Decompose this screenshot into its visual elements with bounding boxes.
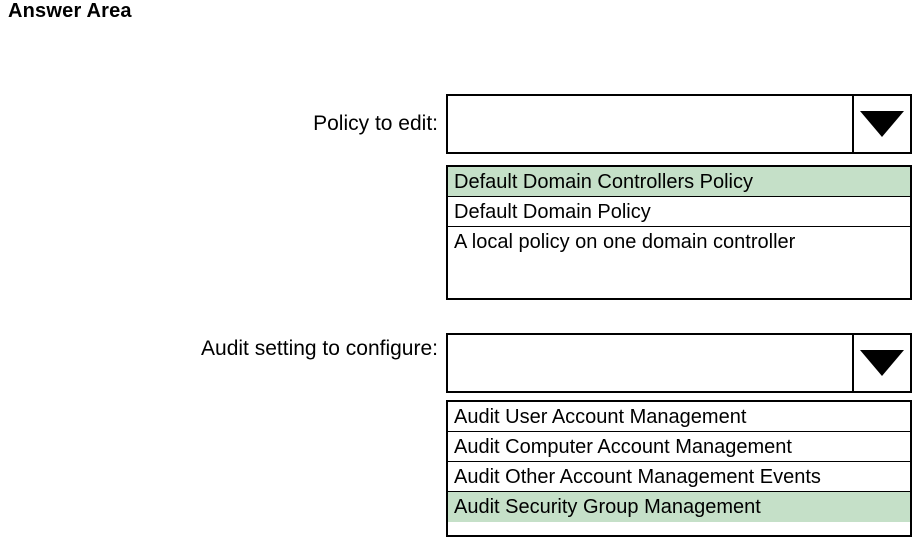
list-item[interactable]: Audit Security Group Management [448,492,910,522]
triangle-down-icon [860,350,904,376]
list-item[interactable]: Default Domain Controllers Policy [448,167,910,197]
list-item[interactable]: Audit User Account Management [448,402,910,432]
policy-to-edit-label: Policy to edit: [313,112,438,135]
audit-setting-label: Audit setting to configure: [201,337,438,360]
list-item[interactable]: Audit Other Account Management Events [448,462,910,492]
policy-to-edit-dropdown-list[interactable] [446,165,912,300]
page-title: Answer Area [8,0,132,22]
list-item[interactable]: Audit Computer Account Management [448,432,910,462]
audit-setting-dropdown-list[interactable] [446,400,912,537]
audit-setting-dropdown-button[interactable] [852,335,910,391]
list-item[interactable]: Default Domain Policy [448,197,910,227]
policy-to-edit-dropdown-button[interactable] [852,96,910,152]
policy-to-edit-combobox[interactable] [446,94,912,154]
triangle-down-icon [860,111,904,137]
list-item[interactable]: A local policy on one domain controller [454,231,796,253]
audit-setting-combobox[interactable] [446,333,912,393]
